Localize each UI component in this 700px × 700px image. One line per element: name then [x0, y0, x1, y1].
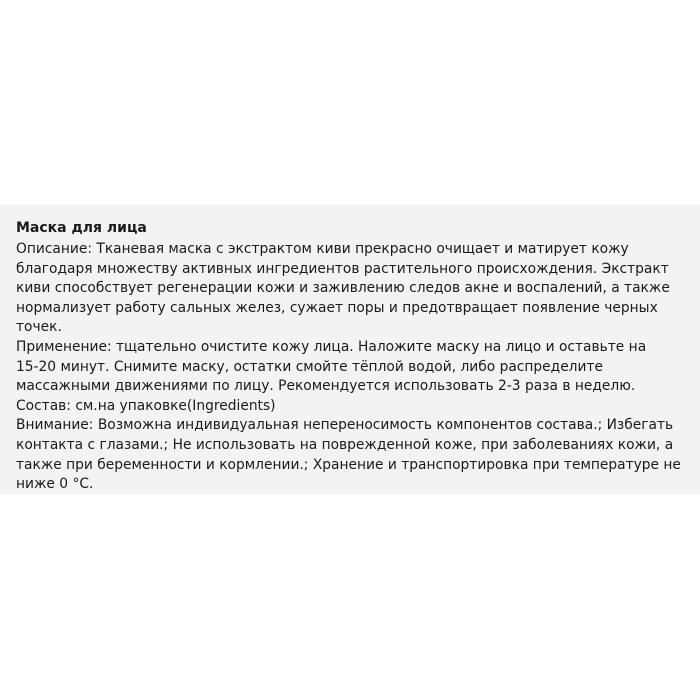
product-title: Маска для лица: [16, 220, 147, 236]
text-line-13: ниже 0 °С.: [16, 476, 94, 493]
text-line-3: киви способствует регенерации кожи и заживлению следов акне и воспалений, а также: [16, 280, 670, 297]
text-line-6: Применение: тщательно очистите кожу лица. Наложите маску на лицо и оставьте на: [16, 338, 647, 355]
description-block: [16, 240, 688, 338]
text-line-12: также при беременности и кормлении.; Хранение и транспортировка при температуре не: [16, 456, 681, 473]
product-label-text: [16, 218, 688, 495]
text-line-9: Состав: см.на упаковке(Ingredients): [16, 397, 276, 414]
warning-block: [16, 416, 688, 494]
ingredients-block: [16, 397, 688, 417]
text-line-1: Описание: Тканевая маска с экстрактом киви прекрасно очищает и матирует кожу: [16, 241, 629, 257]
text-line-7: 15-20 минут. Снимите маску, остатки смойте тёплой водой, либо распределите: [16, 358, 603, 375]
text-line-2: благодаря множеству активных ингредиентов растительного происхождения. Экстракт: [16, 260, 669, 277]
text-line-4: нормализует работу сальных желез, сужает поры и предотвращает появление черных: [16, 299, 658, 316]
usage-block: [16, 338, 688, 397]
text-line-11: контакта с глазами.; Не использовать на поврежденной коже, при заболеваниях кожи, а: [16, 436, 674, 453]
text-line-10: Внимание: Возможна индивидуальная непереносимость компонентов состава.; Избегать: [16, 417, 674, 434]
text-line-8: массажными движениями по лицу. Рекомендуется использовать 2-3 раза в неделю.: [16, 378, 636, 395]
text-line-5: точек.: [16, 319, 62, 336]
